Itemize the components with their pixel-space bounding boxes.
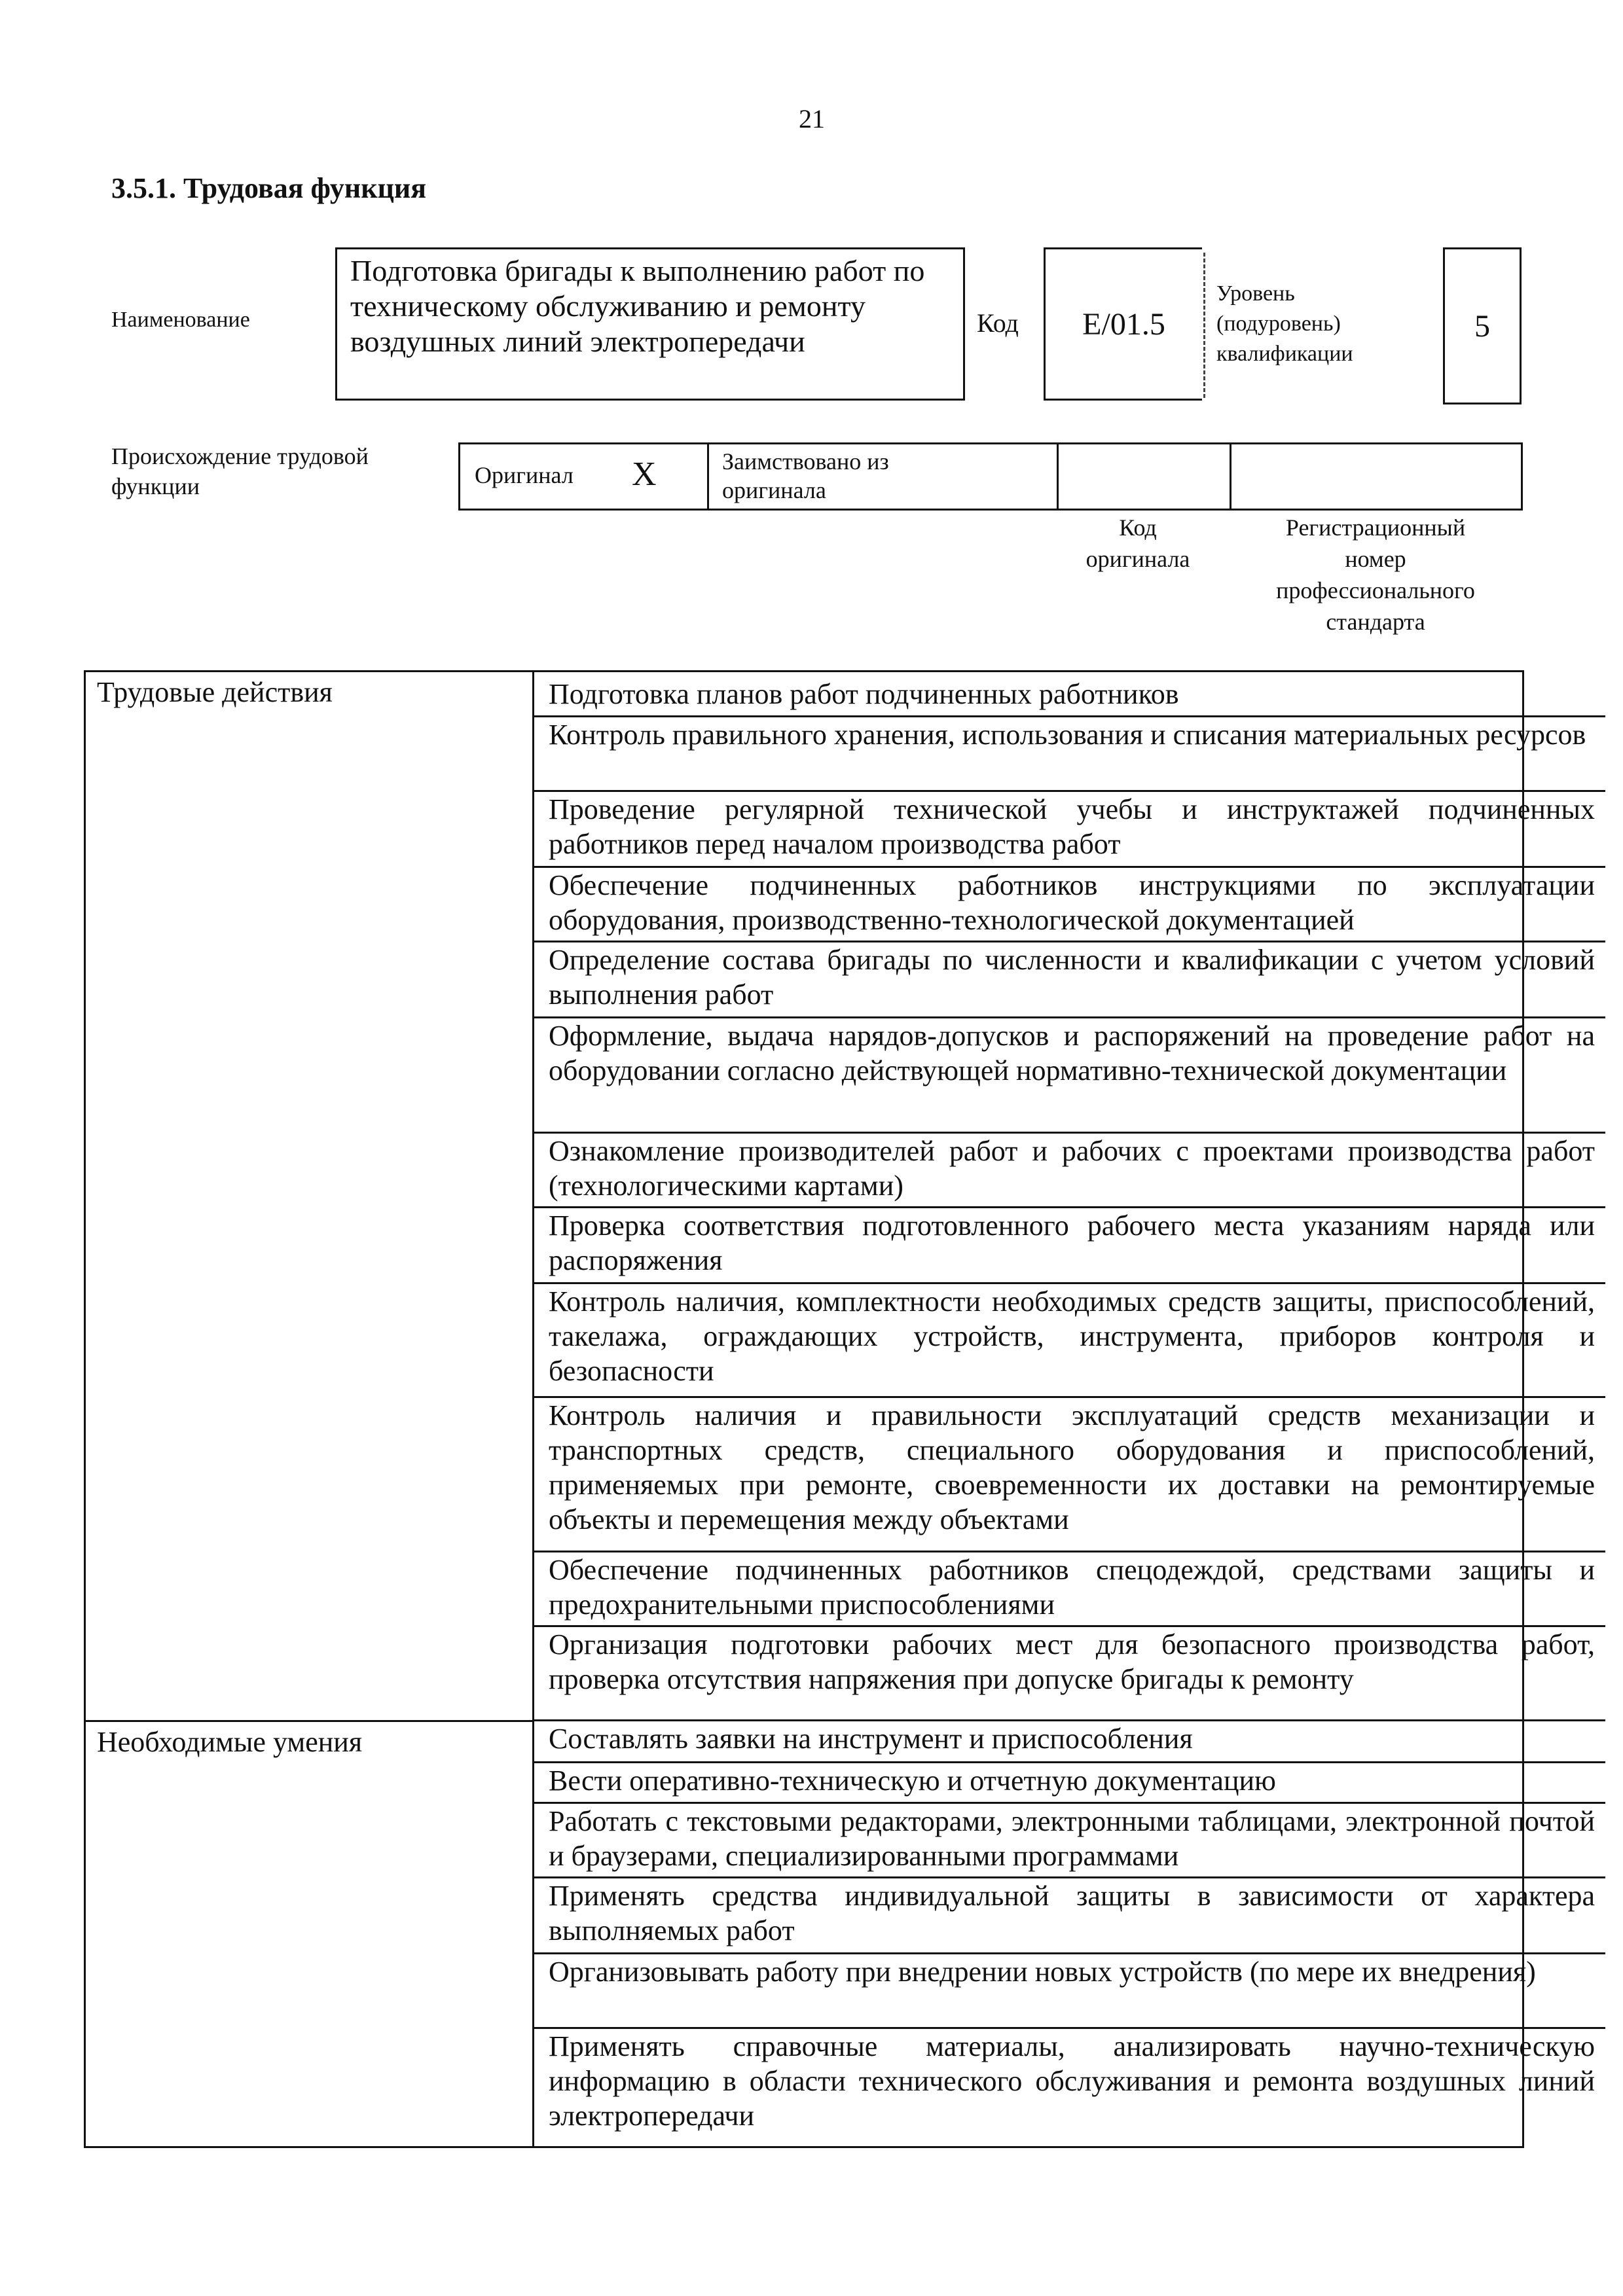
labor-action-text: Ознакомление производителей работ и рабочих с проектами производства работ (технологическими картами)	[549, 1135, 1595, 1202]
table-border-left	[84, 670, 86, 2148]
skill-text: Работать с текстовыми редакторами, электронными таблицами, электронной почтой и браузерами, специализированными программами	[549, 1805, 1595, 1872]
code-value: E/01.5	[1082, 306, 1165, 342]
caption-line: оригинала	[1085, 546, 1190, 572]
labor-action-text: Контроль наличия, комплектности необходимых средств защиты, приспособлений, такелажа, ограждающих устройств, инструмента, приборов контроля и безопасности	[549, 1285, 1595, 1387]
required-skills-heading: Необходимые умения	[97, 1726, 363, 1758]
borrowed-label-line: оригинала	[722, 477, 826, 503]
code-box	[1044, 247, 1202, 401]
function-name-box	[335, 247, 965, 401]
skill-text: Применять справочные материалы, анализировать научно-техническую информацию в области технического обслуживания и ремонта воздушных линий электропередачи	[549, 2030, 1595, 2132]
level-label-line: Уровень	[1216, 281, 1295, 306]
level-label	[1216, 279, 1353, 369]
labor-action-row	[534, 942, 1605, 1018]
labor-action-row	[534, 1552, 1605, 1627]
skill-row	[534, 1763, 1605, 1804]
labor-action-text: Организация подготовки рабочих мест для безопасного производства работ, проверка отсутствия напряжения при допуске бригады к ремонту	[549, 1628, 1595, 1695]
level-label-line: квалификации	[1216, 342, 1353, 366]
labor-action-row	[534, 1398, 1605, 1552]
borrowed-cell	[709, 444, 1059, 509]
level-box	[1443, 247, 1522, 404]
caption-line: стандарта	[1326, 609, 1425, 635]
labor-action-row	[534, 792, 1605, 868]
origin-label	[111, 441, 369, 501]
labor-action-text: Подготовка планов работ подчиненных работников	[549, 678, 1179, 710]
labor-action-text: Проверка соответствия подготовленного рабочего места указаниям наряда или распоряжения	[549, 1210, 1595, 1276]
caption-line: номер	[1345, 546, 1406, 572]
table-border-top	[84, 670, 1524, 672]
dashed-divider	[1203, 253, 1205, 398]
labor-action-row	[534, 1627, 1605, 1721]
caption-line: профессионального	[1276, 577, 1475, 603]
original-cell	[460, 444, 709, 509]
skill-text: Организовывать работу при внедрении новых устройств (по мере их внедрения)	[549, 1956, 1536, 1988]
level-label-line: (подуровень)	[1216, 312, 1341, 336]
labor-action-text: Проведение регулярной технической учебы и инструктажей подчиненных работников перед началом производства работ	[549, 793, 1595, 860]
reg-number-cell	[1231, 444, 1521, 509]
original-mark: X	[632, 456, 657, 493]
page-number: 21	[799, 104, 825, 134]
labor-action-row	[534, 717, 1605, 792]
code-original-cell	[1059, 444, 1231, 509]
function-name: Подготовка бригады к выполнению работ по техническому обслуживанию и ремонту воздушных линий электропередачи	[350, 254, 925, 358]
origin-table	[458, 442, 1523, 511]
labor-action-text: Обеспечение подчиненных работников спецодеждой, средствами защиты и предохранительными приспособлениями	[549, 1554, 1595, 1621]
caption-line: Регистрационный	[1285, 514, 1466, 541]
labor-action-row	[534, 1134, 1605, 1208]
skill-row	[534, 1804, 1605, 1878]
labor-action-text: Оформление, выдача нарядов-допусков и распоряжений на проведение работ на оборудовании согласно действующей нормативно-технической документации	[549, 1020, 1595, 1086]
caption-line: Код	[1119, 514, 1157, 541]
origin-label-line: Происхождение трудовой	[111, 443, 369, 469]
skill-text: Составлять заявки на инструмент и приспособления	[549, 1723, 1193, 1755]
borrowed-label	[722, 447, 889, 505]
labor-action-row	[534, 868, 1605, 942]
original-label: Оригинал	[475, 462, 574, 488]
functions-table	[84, 670, 1595, 2148]
skill-row	[534, 1721, 1605, 1763]
labor-action-row	[534, 1208, 1605, 1284]
labor-action-text: Контроль наличия и правильности эксплуатаций средств механизации и транспортных средств, специального оборудования и приспособлений, применяемых при ремонте, своевременности их доставки на ремонтируемые объекты и перемещения между объектами	[549, 1399, 1595, 1535]
origin-label-line: функции	[111, 473, 200, 499]
skill-row	[534, 2029, 1605, 2148]
borrowed-label-line: Заимствовано из	[722, 448, 889, 475]
labor-action-row	[534, 1284, 1605, 1398]
labor-action-text: Определение состава бригады по численности и квалификации с учетом условий выполнения работ	[549, 944, 1595, 1011]
level-value: 5	[1474, 308, 1490, 344]
skill-text: Применять средства индивидуальной защиты в зависимости от характера выполняемых работ	[549, 1880, 1595, 1946]
labor-actions-heading: Трудовые действия	[97, 676, 333, 708]
code-label: Код	[977, 308, 1019, 338]
section-title: 3.5.1. Трудовая функция	[111, 172, 427, 204]
skill-row	[534, 1878, 1605, 1954]
name-label: Наименование	[111, 308, 250, 332]
code-original-caption	[1048, 512, 1228, 575]
labor-action-text: Контроль правильного хранения, использования и списания материальных ресурсов	[549, 719, 1586, 751]
skill-row	[534, 1954, 1605, 2029]
labor-action-row	[534, 1018, 1605, 1134]
labor-action-text: Обеспечение подчиненных работников инструкциями по эксплуатации оборудования, производственно-технологической документацией	[549, 869, 1595, 936]
section-divider	[84, 1720, 534, 1722]
labor-action-row	[534, 677, 1605, 717]
skill-text: Вести оперативно-техническую и отчетную документацию	[549, 1765, 1276, 1797]
reg-number-caption	[1228, 512, 1523, 637]
